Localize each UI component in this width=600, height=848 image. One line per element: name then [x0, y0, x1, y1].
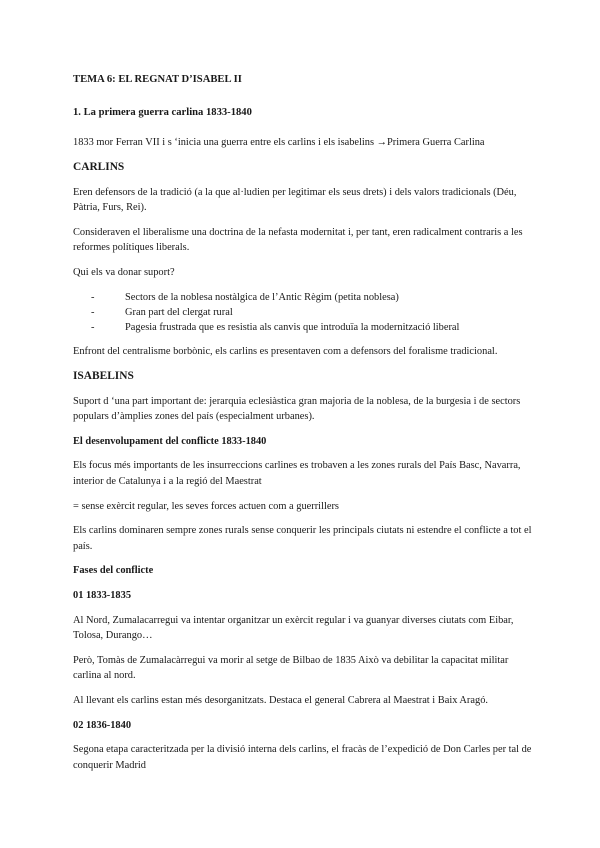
carlins-question: Qui els va donar suport? — [73, 266, 175, 278]
carlins-supports-list — [73, 290, 533, 335]
carlins-paragraph-3: Enfront del centralisme borbònic, els carlins es presentaven com a defensors del foralisme tradicional. — [73, 345, 498, 357]
list-item — [91, 320, 533, 335]
list-item-text: Pagesia frustrada que es resistia als canvis que introduïa la modernització liberal — [125, 321, 460, 333]
list-item — [91, 305, 533, 320]
heading-isabelins: ISABELINS — [73, 370, 134, 383]
heading-phase-1: 01 1833-1835 — [73, 589, 132, 601]
desenvolupament-paragraph-2: = sense exèrcit regular, les seves forces actuen com a guerrillers — [73, 500, 339, 512]
phase-1-paragraph-1: Al Nord, Zumalacarregui va intentar organitzar un exèrcit regular i va guanyar diverses ciutats com Eibar, Tolosa, Durango… — [73, 614, 514, 642]
isabelins-paragraph: Suport d ‘una part important de: jerarquia eclesiàstica gran majoria de la noblesa, de la burgesia i de sectors populars d’àmplies zones del país (especialment urbanes). — [73, 395, 521, 423]
section-heading-primera-guerra-carlina: 1. La primera guerra carlina 1833-1840 — [73, 106, 252, 118]
desenvolupament-paragraph-3: Els carlins dominaren sempre zones rurals sense conquerir les principals ciutats ni estendre el conflicte a tot el país. — [73, 525, 532, 552]
carlins-paragraph-1: Eren defensors de la tradició (a la que al·ludien per legitimar els seus drets) i dels valors tradicionals (Déu, Pàtria, Furs, Rei). — [73, 186, 517, 214]
document-title: TEMA 6: EL REGNAT D’ISABEL II — [73, 74, 242, 85]
heading-fases: Fases del conflicte — [73, 565, 154, 577]
document-body — [73, 72, 533, 782]
list-item-text: Gran part del clergat rural — [125, 306, 233, 318]
heading-desenvolupament: El desenvolupament del conflicte 1833-1840 — [73, 435, 267, 447]
dash-bullet: - — [91, 306, 95, 318]
heading-carlins: CARLINS — [73, 161, 125, 174]
desenvolupament-paragraph-1: Els focus més importants de les insurreccions carlines es trobaven a les zones rurals del País Basc, Navarra, interior de Catalunya i a la regió del Maestrat — [73, 460, 521, 487]
dash-bullet: - — [91, 291, 95, 303]
dash-bullet: - — [91, 321, 95, 333]
intro-paragraph: 1833 mor Ferran VII i s ‘inicia una guerra entre els carlins i els isabelins →Primera Guerra Carlina — [73, 136, 485, 148]
list-item — [91, 290, 533, 305]
phase-1-paragraph-2: Però, Tomàs de Zumalacàrregui va morir al setge de Bilbao de 1835 Això va debilitar la capacitat militar carlina al nord. — [73, 654, 509, 682]
phase-2-paragraph-1: Segona etapa caracteritzada per la divisió interna dels carlins, el fracàs de l’expedició de Don Carles per tal de conquerir Madrid — [73, 744, 532, 771]
heading-phase-2: 02 1836-1840 — [73, 719, 132, 731]
carlins-paragraph-2: Consideraven el liberalisme una doctrina de la nefasta modernitat i, per tant, eren radicalment contraris a les reformes polítiques liberals. — [73, 226, 523, 254]
phase-1-paragraph-3: Al llevant els carlins estan més desorganitzats. Destaca el general Cabrera al Maestrat i Baix Aragó. — [73, 695, 488, 707]
list-item-text: Sectors de la noblesa nostàlgica de l’Antic Règim (petita noblesa) — [125, 291, 399, 303]
